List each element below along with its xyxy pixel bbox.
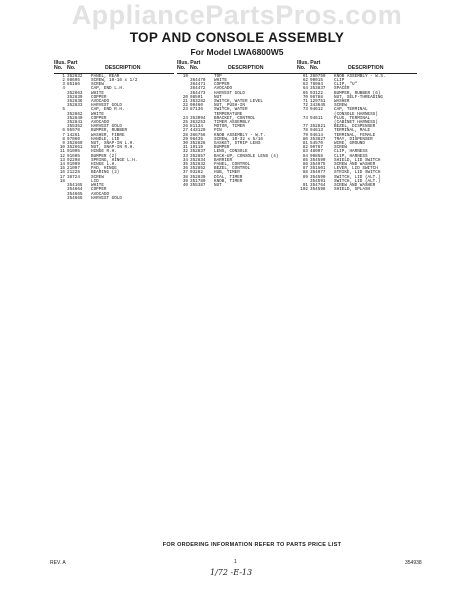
illus-no: 28 xyxy=(182,132,188,138)
page-number: 1 xyxy=(234,559,237,565)
part-description: BEZEL, CONTROL xyxy=(214,166,251,172)
part-description: CLIP, HARNESS xyxy=(334,149,368,155)
part-number: 354764 xyxy=(310,183,326,189)
part-number: 353837 xyxy=(310,86,326,92)
part-description: HARVEST GOLD xyxy=(91,124,122,130)
illus-no: 15 xyxy=(59,166,65,172)
illus-no: 36 xyxy=(182,166,188,172)
parts-column-1 xyxy=(54,61,174,201)
part-description: SWITCH, WATER LEVEL xyxy=(214,99,263,105)
illus-no: 30 xyxy=(182,141,188,147)
part-number: 354590 xyxy=(310,174,326,180)
illus-no: 88 xyxy=(302,170,308,176)
part-description: WHITE xyxy=(91,111,104,117)
part-number: 355352 xyxy=(67,124,83,130)
part-number: 354591 xyxy=(310,178,326,184)
part-description: CLIP xyxy=(334,78,345,84)
part-number: 98788 xyxy=(310,94,323,100)
illus-no: 64 xyxy=(302,86,308,92)
part-description: NUT, SELF-THREADING xyxy=(334,94,383,100)
part-number: 78084 xyxy=(310,82,323,88)
part-number: 352830 xyxy=(190,174,206,180)
part-number: 54570 xyxy=(310,141,323,147)
part-number: 94613 xyxy=(310,128,323,134)
illus-no: 33 xyxy=(182,153,188,159)
header-illus-part: Illus. Part xyxy=(177,60,201,66)
part-number: 94614 xyxy=(310,132,323,138)
part-number: 48997 xyxy=(310,149,323,155)
document-number: 354938 xyxy=(405,560,422,566)
illus-no: 5 xyxy=(62,107,65,113)
part-description: AVOCADO xyxy=(91,99,110,105)
part-number: 354664 xyxy=(67,187,83,193)
illus-no: 26 xyxy=(182,124,188,130)
part-description: CLIP, "U" xyxy=(334,82,358,88)
part-number: 352828 xyxy=(190,141,206,147)
illus-no: 61 xyxy=(302,73,308,79)
part-number: 354599 xyxy=(310,157,326,163)
part-description: SCREW, 10-16 x 1/2 xyxy=(91,78,138,84)
part-number: 93282 xyxy=(190,170,203,176)
part-description: NUT, PUSH-IN xyxy=(214,103,245,109)
part-number: 352832 xyxy=(67,73,83,79)
part-number: 352833 xyxy=(67,103,83,109)
part-description: KNOB, TIMER xyxy=(214,178,243,184)
illus-no: 81 xyxy=(302,141,308,147)
part-number: 354165 xyxy=(67,183,83,189)
part-number: 352863 xyxy=(67,90,83,96)
header-illus-part: Illus. Part xyxy=(54,60,78,66)
illus-no: 16 xyxy=(59,170,65,176)
part-description: HANDLE, LID xyxy=(91,136,120,142)
part-number: 364470 xyxy=(190,78,206,84)
part-description: HUB, TIMER xyxy=(214,170,240,176)
part-description: HINGE R.H. xyxy=(91,149,117,155)
part-description: WHITE xyxy=(91,90,104,96)
illus-no: 79 xyxy=(302,132,308,138)
illus-no: 25 xyxy=(182,120,188,126)
parts-list xyxy=(54,75,174,201)
illus-no: 2 xyxy=(62,78,65,84)
illus-no: 24 xyxy=(182,115,188,121)
illus-no: 14 xyxy=(59,162,65,168)
part-description: COPPER xyxy=(91,115,107,121)
part-number: 352841 xyxy=(67,120,83,126)
illus-no: 74 xyxy=(302,115,308,121)
illus-no xyxy=(54,197,67,201)
illus-no: 32 xyxy=(182,149,188,155)
illus-no: 86 xyxy=(302,162,308,168)
part-description: WASHER, FIBRE xyxy=(91,132,125,138)
illus-no: 34 xyxy=(182,157,188,163)
illus-no: 62 xyxy=(302,78,308,84)
illus-no: 1 xyxy=(62,73,65,79)
header-no: No. xyxy=(54,65,63,72)
illus-no: 84 xyxy=(302,153,308,159)
illus-no: 89 xyxy=(302,174,308,180)
header-illus-part: Illus. Part xyxy=(297,60,321,66)
illus-no: 70 xyxy=(302,94,308,100)
part-description: BACK-UP, CONSOLE LENS (4) xyxy=(214,153,279,159)
part-row xyxy=(54,197,174,201)
part-description: PANEL, CONTROL xyxy=(214,162,251,168)
part-number: 352857 xyxy=(190,153,206,159)
part-number: 90460 xyxy=(190,103,203,109)
part-description: AVOCADO xyxy=(91,120,110,126)
part-number: 351501 xyxy=(310,166,326,172)
part-description: HINGE L.H. xyxy=(91,162,117,168)
illus-no: 38 xyxy=(182,174,188,180)
parts-column-3 xyxy=(297,61,417,193)
part-description: NUT xyxy=(214,94,222,100)
parts-list xyxy=(297,75,417,193)
header-description: DESCRIPTION xyxy=(105,65,141,72)
watermark: AppliancePartsPros.com xyxy=(71,0,403,30)
part-description: TIMER ASSEMBLY xyxy=(214,120,251,126)
illus-no: 37 xyxy=(182,170,188,176)
part-number: 38724 xyxy=(67,174,80,180)
header-part-no: No. xyxy=(310,65,319,72)
part-number: 352836 xyxy=(67,99,83,105)
part-number: 353827 xyxy=(310,136,326,142)
part-description: COPPER xyxy=(91,94,107,100)
part-description: KNOB ASSEMBLY - W.T. xyxy=(214,132,266,138)
part-description: TRAY, DISPENSER xyxy=(334,136,373,142)
part-number: 355387 xyxy=(190,183,206,189)
illus-no: 29 xyxy=(182,136,188,142)
part-number: 364473 xyxy=(190,90,206,96)
part-description: SCREW AND WASHER xyxy=(334,183,376,189)
illus-no: 71 xyxy=(302,99,308,105)
illus-no: 20 xyxy=(182,94,188,100)
part-number: 85186 xyxy=(67,82,80,88)
part-description: (CABINET HARNESS) xyxy=(334,120,378,126)
part-number: 129751 xyxy=(310,99,326,105)
part-description: SCREW xyxy=(91,174,104,180)
part-number: 364471 xyxy=(190,82,206,88)
part-number: 352661 xyxy=(67,145,83,151)
part-number: 352821 xyxy=(310,124,326,130)
revision-label: REV. A xyxy=(50,560,66,566)
part-number: 96435 xyxy=(190,136,203,142)
part-number: 93122 xyxy=(310,90,323,96)
part-description: PANEL, REAR xyxy=(91,73,120,79)
part-description: SPRING, HINGE L.H. xyxy=(91,157,138,163)
illus-no: 27 xyxy=(182,128,188,134)
part-number: 354975 xyxy=(310,162,326,168)
part-number: 343645 xyxy=(310,103,326,109)
illus-no: 85 xyxy=(302,157,308,163)
part-number: 21228 xyxy=(67,170,80,176)
model-subtitle: For Model LWA6800W5 xyxy=(190,47,284,57)
part-number: 352862 xyxy=(67,111,83,117)
part-description: HARVEST GOLD xyxy=(214,90,245,96)
part-row xyxy=(297,188,417,192)
parts-list xyxy=(177,75,297,188)
part-description: WASHER xyxy=(334,99,350,105)
illus-no: 80 xyxy=(302,136,308,142)
part-description: SCREW, 10-32 x 5/16 xyxy=(214,136,263,142)
illus-no: 12 xyxy=(59,153,65,159)
part-description: SWITCH, LID (ALT.) xyxy=(334,174,381,180)
header-no: No. xyxy=(177,65,186,72)
part-description: LEVER, LID SWITCH xyxy=(334,166,378,172)
part-number: 354977 xyxy=(310,170,326,176)
illus-no: 102 xyxy=(300,187,308,193)
part-description: TEMPERATURE xyxy=(214,111,243,117)
part-number: 352660 xyxy=(67,141,83,147)
part-number: 352839 xyxy=(67,94,83,100)
part-number: 97060 xyxy=(67,136,80,142)
part-number: 363253 xyxy=(190,120,206,126)
illus-no: 31 xyxy=(182,145,188,151)
part-description: WHITE xyxy=(214,78,227,84)
part-number: 94611 xyxy=(310,115,323,121)
part-number: 353094 xyxy=(190,115,206,121)
part-description: BUMPER, RUBBER xyxy=(91,128,128,134)
part-description: CAP, END L.H. xyxy=(91,86,125,92)
part-number: 363282 xyxy=(190,99,206,105)
part-description: SCREW AND WASHER xyxy=(334,162,376,168)
part-description: SCREW xyxy=(91,82,104,88)
illus-no: 7 xyxy=(62,132,65,138)
part-number: 443120 xyxy=(190,128,206,134)
part-description: (CONSOLE HARNESS) xyxy=(334,111,378,117)
illus-no: 3 xyxy=(62,82,65,88)
part-number: 19119 xyxy=(190,145,203,151)
part-number: 98605 xyxy=(67,78,80,84)
part-description: SHIELD, LID SWITCH xyxy=(334,157,381,163)
illus-no: 63 xyxy=(302,82,308,88)
part-description: TERMINAL, FEMALE xyxy=(334,132,376,138)
part-description: SCREW xyxy=(334,145,347,151)
header-part-no: No. xyxy=(67,65,76,72)
part-number: 21097 xyxy=(67,166,80,172)
part-description: COPPER xyxy=(214,82,230,88)
part-description: PIN xyxy=(214,128,222,134)
part-description: SCREW xyxy=(334,103,347,109)
part-number: 352840 xyxy=(67,115,83,121)
part-number: 91005 xyxy=(67,149,80,155)
part-description: TERMINAL, MALE xyxy=(334,128,371,134)
part-description: NUT, SNAP-IN R.H. xyxy=(91,145,135,151)
part-description: DIAL, TIMER xyxy=(214,174,243,180)
part-description: KNOB ASSEMBLY - W.S. xyxy=(334,73,386,79)
illus-no: 19 xyxy=(182,73,188,79)
illus-no: 22 xyxy=(182,103,188,109)
part-number: 98591 xyxy=(190,94,203,100)
part-number: 14261 xyxy=(67,132,80,138)
illus-no: 39 xyxy=(182,178,188,184)
illus-no: 82 xyxy=(302,145,308,151)
illus-no: 21 xyxy=(182,99,188,105)
illus-no: 13 xyxy=(59,157,65,163)
illus-no: 73 xyxy=(302,107,308,113)
part-description: AVOCADO xyxy=(214,86,233,92)
illus-no: 23 xyxy=(182,107,188,113)
part-number: 81134 xyxy=(190,124,203,130)
part-description: STRIKE, LID SWITCH xyxy=(334,170,381,176)
part-description: CAP, TERMINAL xyxy=(334,107,368,113)
part-number: 94612 xyxy=(310,107,323,113)
header-part-no: No. xyxy=(190,65,199,72)
part-description: PLUG, TERMINAL xyxy=(334,115,371,121)
illus-no: 65 xyxy=(302,90,308,96)
part-description: SWITCH, LID (ALT.) xyxy=(334,178,381,184)
illus-no: 87 xyxy=(302,166,308,172)
parts-column-2 xyxy=(177,61,297,188)
illus-no: 35 xyxy=(182,162,188,168)
illus-no: 4 xyxy=(62,86,65,92)
part-number: 354598 xyxy=(310,187,326,193)
part-number: 91605 xyxy=(67,153,80,159)
part-description: MOTOR, TIMER xyxy=(214,124,245,130)
part-description: NUT, SNAP-IN L.H. xyxy=(91,141,135,147)
part-description: CAP, END R.H. xyxy=(91,107,125,113)
part-number: 354665 xyxy=(67,191,83,197)
part-description: LENS, CONSOLE xyxy=(214,149,248,155)
part-description: BUMPER, RUBBER (6) xyxy=(334,90,381,96)
part-number: 354666 xyxy=(67,195,83,201)
illus-no: 40 xyxy=(182,183,188,189)
part-description: LID xyxy=(91,178,99,184)
illus-no: 8 xyxy=(62,136,65,142)
part-row xyxy=(177,184,297,188)
part-description: BEZEL, DISPENSER xyxy=(334,124,376,130)
part-description: BARRIER xyxy=(214,157,233,163)
illus-no: 17 xyxy=(59,174,65,180)
part-description: BUMPER xyxy=(214,145,230,151)
part-description: AVOCADO xyxy=(91,191,110,197)
part-number: 352834 xyxy=(190,157,206,163)
page-title: TOP AND CONSOLE ASSEMBLY xyxy=(129,30,345,45)
part-number: 92298 xyxy=(67,157,80,163)
part-number: 352852 xyxy=(190,166,206,172)
column-header xyxy=(54,61,174,72)
part-description: COPPER xyxy=(91,187,107,193)
part-description: BEARING (2) xyxy=(91,170,120,176)
part-description: PAD, HINGE xyxy=(91,166,117,172)
part-number: 95970 xyxy=(67,128,80,134)
handwritten-note: 1/72 -E-13 xyxy=(210,568,253,577)
ordering-info: FOR ORDERING INFORMATION REFER TO PARTS PRICE LIST xyxy=(162,542,342,548)
illus-no: 91 xyxy=(302,183,308,189)
illus-no: 72 xyxy=(302,103,308,109)
header-no: No. xyxy=(297,65,306,72)
part-number: 90015 xyxy=(310,78,323,84)
illus-no: 10 xyxy=(59,145,65,151)
illus-no: 9 xyxy=(62,141,65,147)
part-number: 87136 xyxy=(190,107,203,113)
part-number: 366756 xyxy=(190,132,206,138)
illus-no: 77 xyxy=(302,124,308,130)
illus-no: 11 xyxy=(59,149,65,155)
part-number: 352832 xyxy=(190,162,206,168)
illus-no: 83 xyxy=(302,149,308,155)
part-description: WIRE, GROUND xyxy=(334,141,365,147)
header-description: DESCRIPTION xyxy=(228,65,264,72)
header-divider xyxy=(177,73,297,74)
part-description: NUT xyxy=(214,183,222,189)
part-description: SHIELD, SPLASH xyxy=(334,187,371,193)
header-description: DESCRIPTION xyxy=(348,65,384,72)
part-description: HARVEST GOLD xyxy=(91,103,122,109)
part-number: 91009 xyxy=(67,162,80,168)
part-number: 360750 xyxy=(310,73,326,79)
part-description: SWITCH, WATER xyxy=(214,107,248,113)
part-description: GASKET, STRIP LENS xyxy=(214,141,261,147)
part-description: BRACKET, CONTROL xyxy=(214,115,256,121)
part-number: 351789 xyxy=(190,178,206,184)
illus-no: 6 xyxy=(62,128,65,134)
part-number: 90858 xyxy=(310,153,323,159)
part-description: HARVEST GOLD xyxy=(91,195,122,201)
part-number: 364472 xyxy=(190,86,206,92)
part-description: TOP xyxy=(214,73,222,79)
column-header xyxy=(297,61,417,72)
part-number: 90767 xyxy=(310,145,323,151)
illus-no: 78 xyxy=(302,128,308,134)
part-description: CLIP, HARNESS xyxy=(334,153,368,159)
part-number: 352837 xyxy=(190,149,206,155)
part-description: SPACER xyxy=(334,86,350,92)
illus-no: 18 xyxy=(59,178,65,184)
part-description: BUMPER (2) xyxy=(91,153,117,159)
part-description: WHITE xyxy=(91,183,104,189)
column-header xyxy=(177,61,297,72)
